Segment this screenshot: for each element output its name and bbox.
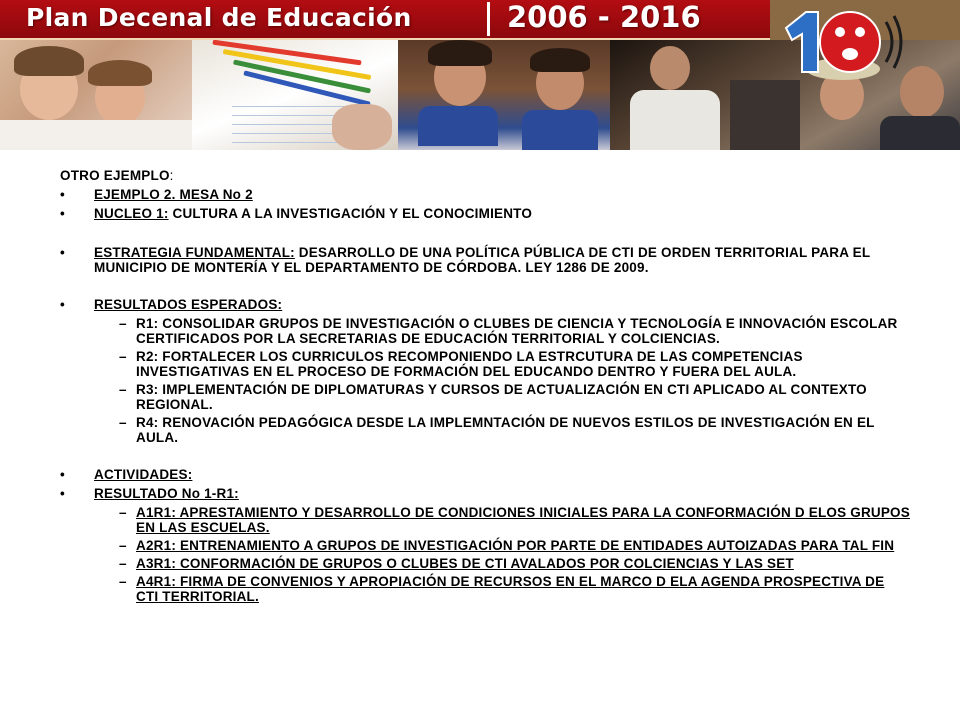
bullet-actividades	[60, 467, 910, 482]
actividad-item	[60, 538, 910, 553]
bullet-symbol: •	[60, 467, 65, 482]
nucleo-text: CULTURA A LA INVESTIGACIÓN Y EL CONOCIMIENTO	[168, 206, 533, 221]
resultado-item	[60, 382, 910, 412]
bullet-resultado-1	[60, 486, 910, 501]
resultado-text: R4: RENOVACIÓN PEDAGÓGICA DESDE LA IMPLEMNTACIÓN DE NUEVOS ESTILOS DE INVESTIGACIÓN EN EL AULA.	[136, 415, 875, 445]
bullet-estrategia	[60, 245, 910, 275]
dash-symbol: –	[119, 556, 127, 571]
bullet-symbol: •	[60, 187, 65, 202]
child-hair	[14, 46, 84, 76]
dash-symbol: –	[119, 505, 127, 520]
resultados-label: RESULTADOS ESPERADOS:	[94, 297, 283, 312]
nucleo-label: NUCLEO 1:	[94, 206, 169, 221]
child-hair-2	[88, 60, 152, 86]
uniform-1	[418, 106, 498, 146]
dash-symbol: –	[119, 574, 127, 589]
actividad-text: A1R1: APRESTAMIENTO Y DESARROLLO DE CONDICIONES INICIALES PARA LA CONFORMACIÓN D ELOS GRUPOS EN LAS ESCUELAS.	[136, 505, 910, 535]
title-separator	[487, 2, 490, 36]
banner-years: 2006 - 2016	[507, 0, 701, 34]
actividad-item	[60, 574, 910, 604]
title-bar	[0, 0, 770, 40]
actividad-item	[60, 505, 910, 535]
bullet-resultados	[60, 297, 910, 312]
photo-child-drawing	[0, 40, 192, 150]
paper	[0, 120, 192, 150]
photo-writing	[192, 40, 398, 150]
logo-text: 10	[780, 8, 782, 9]
actividad-item	[60, 556, 910, 571]
writing-hand	[332, 104, 392, 150]
ejemplo-text: EJEMPLO 2. MESA No 2	[94, 187, 253, 202]
resultado-item	[60, 415, 910, 445]
uniform-2	[522, 110, 598, 150]
actividad-text: A3R1: CONFORMACIÓN DE GRUPOS O CLUBES DE CTI AVALADOS POR COLCIENCIAS Y LAS SET	[136, 556, 794, 571]
bullet-symbol: •	[60, 486, 65, 501]
bullet-symbol: •	[60, 245, 65, 260]
girl-hair-2	[530, 48, 590, 72]
estrategia-label: ESTRATEGIA FUNDAMENTAL:	[94, 245, 295, 260]
dash-symbol: –	[119, 538, 127, 553]
header-banner	[0, 0, 960, 150]
dash-symbol: –	[119, 349, 127, 364]
bullet-nucleo	[60, 206, 910, 221]
resultado1-label: RESULTADO No 1-R1:	[94, 486, 239, 501]
resultado-text: R1: CONSOLIDAR GRUPOS DE INVESTIGACIÓN O CLUBES DE CIENCIA Y TECNOLOGÍA E INNOVACIÓN ESCOLAR CERTIFICADOS POR LA SECRETARIAS DE EDUCACIÓN TERRITORIAL Y COLCIENCIAS.	[136, 316, 898, 346]
photo-schoolgirls	[398, 40, 610, 150]
jacket	[880, 116, 960, 150]
actividad-text: A2R1: ENTRENAMIENTO A GRUPOS DE INVESTIGACIÓN POR PARTE DE ENTIDADES AUTOIZADAS PARA TAL FIN	[136, 538, 895, 553]
intro-colon: :	[169, 168, 174, 183]
intro-heading	[60, 168, 910, 183]
lab-coat	[630, 90, 720, 150]
plan-decenal-logo	[780, 8, 910, 78]
girl-hair-1	[428, 40, 492, 66]
dash-symbol: –	[119, 382, 127, 397]
resultado-item	[60, 316, 910, 346]
dash-symbol: –	[119, 316, 127, 331]
banner-title: Plan Decenal de Educación	[26, 3, 412, 32]
bullet-symbol: •	[60, 206, 65, 221]
bullet-ejemplo	[60, 187, 910, 202]
microscope	[730, 80, 800, 150]
bullet-symbol: •	[60, 297, 65, 312]
intro-text: OTRO EJEMPLO	[60, 168, 170, 183]
resultado-text: R3: IMPLEMENTACIÓN DE DIPLOMATURAS Y CURSOS DE ACTUALIZACIÓN EN CTI APLICADO AL CONTEXTO REGIONAL.	[136, 382, 867, 412]
actividades-label: ACTIVIDADES:	[94, 467, 193, 482]
resultado-text: R2: FORTALECER LOS CURRICULOS RECOMPONIENDO LA ESTRCUTURA DE LAS COMPETENCIAS INVESTIGATIVAS EN EL PROCESO DE FORMACIÓN DEL EDUCANDO DENTRO Y FUERA DEL AULA.	[136, 349, 803, 379]
actividad-text: A4R1: FIRMA DE CONVENIOS Y APROPIACIÓN DE RECURSOS EN EL MARCO D ELA AGENDA PROSPECTIVA DE CTI TERRITORIAL.	[136, 574, 885, 604]
resultado-item	[60, 349, 910, 379]
dash-symbol: –	[119, 415, 127, 430]
person-face-1	[650, 46, 690, 90]
slide-content	[60, 168, 910, 604]
estrategia-text: DESARROLLO DE UNA POLÍTICA PÚBLICA DE CTI DE ORDEN TERRITORIAL PARA EL MUNICIPIO DE MONTERÍA Y EL DEPARTAMENTO DE CÓRDOBA. LEY 1286 DE 2009.	[94, 245, 871, 275]
